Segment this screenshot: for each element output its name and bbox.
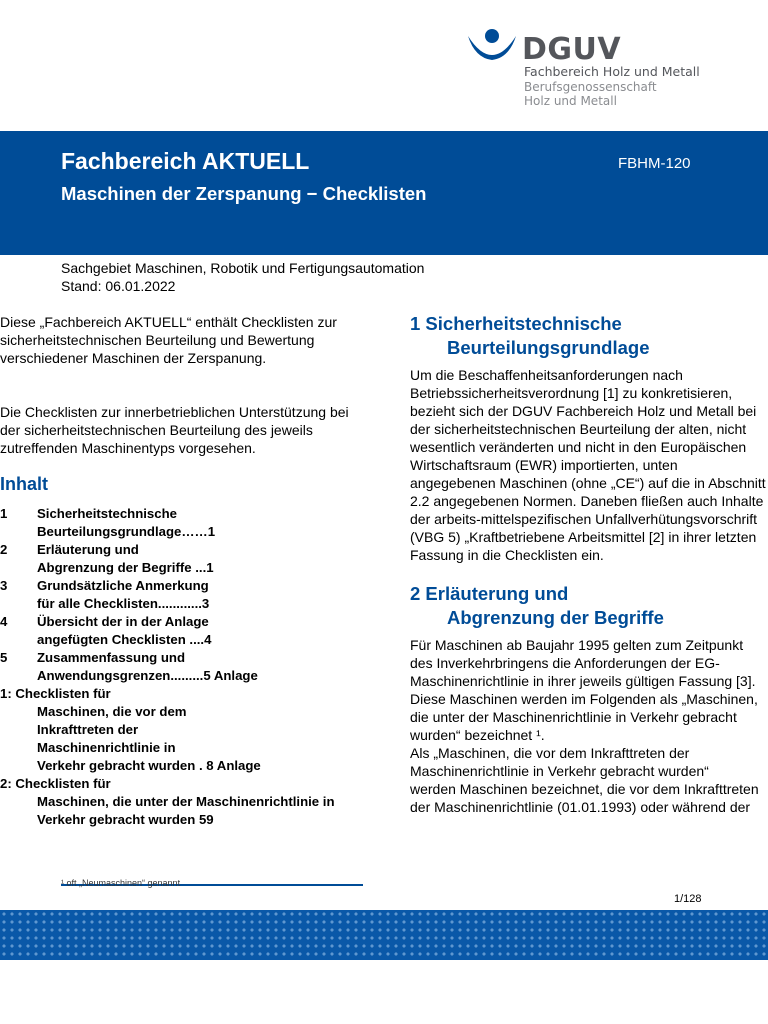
body-line: wurden“ bezeichnet ¹. [410, 727, 545, 743]
section-1-heading [410, 312, 768, 360]
toc-entry-number: 2 [0, 542, 8, 557]
body-line: Maschinenrichtlinie in Verkehr gebracht wurden“ [410, 763, 709, 779]
intro-paragraph-2: Die Checklisten zur innerbetrieblichen Unterstützung bei der sicherheitstechnischen Beurteilung des jeweils zutreffenden Maschinentyps vorgesehen. [0, 404, 349, 456]
dguv-logo [466, 28, 716, 108]
body-line: Betriebssicherheitsverordnung [1] zu konkretisieren, [410, 385, 733, 401]
document-title: Fachbereich AKTUELL [61, 148, 310, 174]
toc-entry [0, 613, 372, 649]
document-code: FBHM-120 [618, 155, 691, 172]
toc-anlage-line: Maschinenrichtlinie in [37, 740, 176, 755]
logo-line-fachbereich: Fachbereich Holz und Metall [524, 64, 700, 79]
body-line: Für Maschinen ab Baujahr 1995 gelten zum Zeitpunkt [410, 637, 744, 653]
logo-wordmark: DGUV [522, 32, 622, 67]
dguv-emblem-icon [466, 28, 518, 68]
toc-entry-line: für alle Checklisten............3 [37, 596, 210, 611]
toc-entry-line: Anwendungsgrenzen.........5 Anlage [37, 668, 258, 683]
body-line: angegebenen Maschinen (ohne „CE“) auf die in Abschnitt [410, 475, 766, 491]
toc-anlage-line: Verkehr gebracht wurden . 8 Anlage [37, 758, 261, 773]
section-2-heading-line2: Abgrenzung der Begriffe [447, 607, 664, 628]
toc-entry-line: Zusammenfassung und [37, 650, 186, 665]
body-line: bezieht sich der DGUV Fachbereich Holz und Metall bei [410, 403, 757, 419]
title-banner [0, 131, 768, 255]
toc-anlage-line: Maschinen, die vor dem [37, 704, 187, 719]
body-line: (VBG 5) „Kraftbetriebene Arbeitsmittel [2] in ihrer letzten [410, 529, 757, 545]
toc-anlage-line: Inkrafttreten der [37, 722, 139, 737]
body-line: die unter der Maschinenrichtlinie in Verkehr gebracht [410, 709, 737, 725]
section-2-heading-line1: 2 Erläuterung und [410, 583, 569, 604]
toc-entry [0, 541, 372, 577]
body-line: Fassung in die Checklisten ein. [410, 547, 604, 563]
toc-anlage-line: Verkehr gebracht wurden 59 [37, 812, 214, 827]
toc-anlage-entry [0, 685, 372, 775]
toc-entry-number: 3 [0, 578, 8, 593]
body-line: Um die Beschaffenheitsanforderungen nach [410, 367, 683, 383]
body-line: des Inverkehrbringens die Anforderungen der EG- [410, 655, 720, 671]
section-1-body [410, 366, 768, 564]
toc-entry-line: angefügten Checklisten ....4 [37, 632, 212, 647]
logo-line-holz-metall: Holz und Metall [524, 94, 617, 108]
toc-entry-line: Sicherheitstechnische [37, 506, 177, 521]
right-column [410, 312, 768, 816]
toc-entry-line: Erläuterung und [37, 542, 139, 557]
toc-entry [0, 577, 372, 613]
body-line: der Maschinenrichtlinie (01.01.1993) oder während der [410, 799, 751, 815]
sachgebiet-line: Sachgebiet Maschinen, Robotik und Fertigungsautomation [61, 260, 425, 276]
toc-anlage-head: 1: Checklisten für [0, 686, 111, 701]
logo-line-bg: Berufsgenossenschaft [524, 80, 657, 94]
toc-entry [0, 649, 372, 685]
toc-entry-line: Beurteilungsgrundlage……1 [37, 524, 216, 539]
toc-entry-number: 4 [0, 614, 8, 629]
body-line: Als „Maschinen, die vor dem Inkrafttreten der [410, 745, 690, 761]
toc-anlage-line: Maschinen, die unter der Maschinenrichtlinie in [37, 794, 335, 809]
body-line: Wirtschaftsraum (EWR) importierten, unten [410, 457, 678, 473]
table-of-contents [0, 505, 372, 829]
toc-entry [0, 505, 372, 541]
toc-anlage-head: 2: Checklisten für [0, 776, 111, 791]
toc-entry-line: Grundsätzliche Anmerkung [37, 578, 209, 593]
toc-entry-line: Übersicht der in der Anlage [37, 614, 209, 629]
body-line: werden Maschinen bezeichnet, die vor dem Inkrafttreten [410, 781, 759, 797]
body-line: 2.2 angegebenen Normen. Daneben fließen auch Inhalte [410, 493, 764, 509]
toc-anlage-entry [0, 775, 372, 829]
document-meta [61, 259, 424, 295]
left-column [0, 313, 372, 829]
section-1-heading-line2: Beurteilungsgrundlage [447, 337, 650, 358]
body-line: der sicherheitstechnischen Beurteilung der alten, nicht [410, 421, 747, 437]
body-line: Maschinenrichtlinie in ihrer jeweils gültigen Fassung [3]. [410, 673, 756, 689]
section-2-heading [410, 582, 768, 630]
intro-paragraph-1: Diese „Fachbereich AKTUELL“ enthält Checklisten zur sicherheitstechnischen Beurteilung und Bewertung verschiedener Maschinen der Zerspanung. [0, 314, 337, 366]
footnote: ¹ oft „Neumaschinen“ genannt [61, 878, 181, 888]
toc-entry-number: 1 [0, 506, 8, 521]
footer-dot-pattern [0, 910, 768, 960]
section-2-body [410, 636, 768, 816]
body-line: Diese Maschinen werden im Folgenden als „Maschinen, [410, 691, 758, 707]
stand-line: Stand: 06.01.2022 [61, 278, 176, 294]
body-line: wesentlich veränderten und nicht in den Europäischen [410, 439, 747, 455]
body-line: der arbeits-mittelspezifischen Unfallverhütungsvorschrift [410, 511, 758, 527]
page-number: 1/128 [674, 893, 702, 905]
document-subtitle: Maschinen der Zerspanung − Checklisten [61, 183, 427, 204]
toc-entry-line: Abgrenzung der Begriffe ...1 [37, 560, 214, 575]
toc-entry-number: 5 [0, 650, 8, 665]
section-1-heading-line1: 1 Sicherheitstechnische [410, 313, 622, 334]
toc-heading: Inhalt [0, 474, 48, 494]
